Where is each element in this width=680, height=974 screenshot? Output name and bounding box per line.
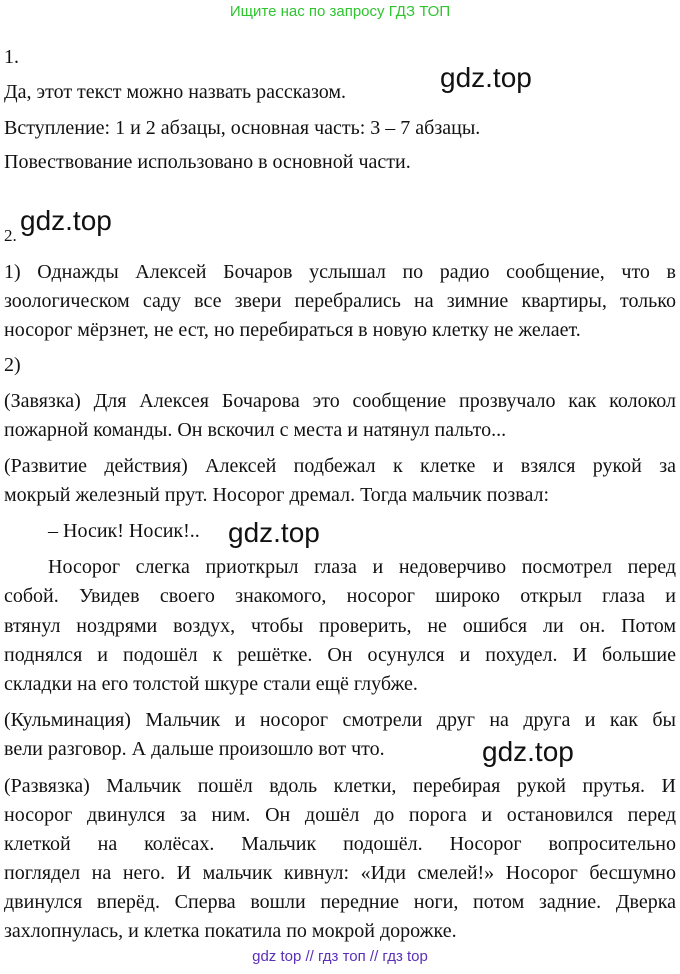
razvyazka-line-3: клеткой на колёсах. Мальчик подошёл. Носорог вопросительно: [4, 833, 676, 855]
razvyazka-line-6: захлопнулась, и клетка покатила по мокрой дорожке.: [4, 920, 457, 942]
section-1-line-2: Вступление: 1 и 2 абзацы, основная часть: 3 – 7 абзацы.: [4, 117, 481, 139]
watermark: gdz.top: [482, 736, 574, 767]
nosorog-line-5: складки на его толстой шкуре стали ещё глубже.: [4, 673, 418, 695]
p2-label: 2): [4, 354, 21, 376]
kulminaciya-line-1: (Кульминация) Мальчик и носорог смотрели друг на друга и как бы: [4, 709, 676, 731]
zavyazka-line-2: пожарной команды. Он вскочил с места и натянул пальто...: [4, 419, 507, 441]
nosorog-line-3: втянул ноздрями воздух, чтобы проверить, не ошибся ли он. Потом: [4, 615, 676, 637]
razvyazka-line-1: (Развязка) Мальчик пошёл вдоль клетки, перебирая рукой прутья. И: [4, 775, 676, 797]
nosorog-line-4: поднялся и подошёл к решётке. Он осунулся и похудел. И большие: [4, 644, 676, 666]
nosorog-line-1: Носорог слегка приоткрыл глаза и недоверчиво посмотрел перед: [48, 556, 676, 578]
watermark: gdz.top: [440, 62, 532, 93]
razvyazka-line-4: поглядел на него. И мальчик кивнул: «Иди смелей!» Носорог бесшумно: [4, 862, 676, 884]
section-1-number: 1.: [4, 46, 19, 68]
razvitie-line-1: (Развитие действия) Алексей подбежал к клетке и взялся рукой за: [4, 455, 676, 477]
section-2-number: 2.: [4, 226, 17, 245]
razvyazka-line-5: двинулся вперёд. Сперва вошли передние ноги, потом задние. Дверка: [4, 891, 676, 913]
kulminaciya-line-2: вели разговор. А дальше произошло вот что.: [4, 738, 385, 760]
nosorog-line-2: собой. Увидев своего знакомого, носорог широко открыл глаза и: [4, 585, 676, 607]
razvitie-line-2: мокрый железный прут. Носорог дремал. Тогда мальчик позвал:: [4, 484, 550, 506]
watermark: gdz.top: [20, 205, 112, 236]
p1-line-1: 1) Однажды Алексей Бочаров услышал по радио сообщение, что в: [4, 261, 676, 283]
p1-line-2: зоологическом саду все звери перебрались на зимние квартиры, только: [4, 290, 676, 312]
top-banner: Ищите нас по запросу ГДЗ ТОП: [229, 3, 451, 20]
razvyazka-line-2: носорог двинулся за ним. Он дошёл до порога и остановился перед: [4, 804, 676, 826]
section-1-line-3: Повествование использовано в основной части.: [4, 151, 411, 173]
zavyazka-line-1: (Завязка) Для Алексея Бочарова это сообщение прозвучало как колокол: [4, 390, 676, 412]
p1-line-3: носорог мёрзнет, не ест, но перебираться в новую клетку не желает.: [4, 319, 581, 341]
dialogue-line: – Носик! Носик!..: [48, 520, 200, 542]
section-1-line-1: Да, этот текст можно назвать рассказом.: [4, 81, 347, 103]
footer-links: gdz top // гдз топ // гдз top: [252, 948, 428, 965]
watermark: gdz.top: [228, 517, 320, 548]
